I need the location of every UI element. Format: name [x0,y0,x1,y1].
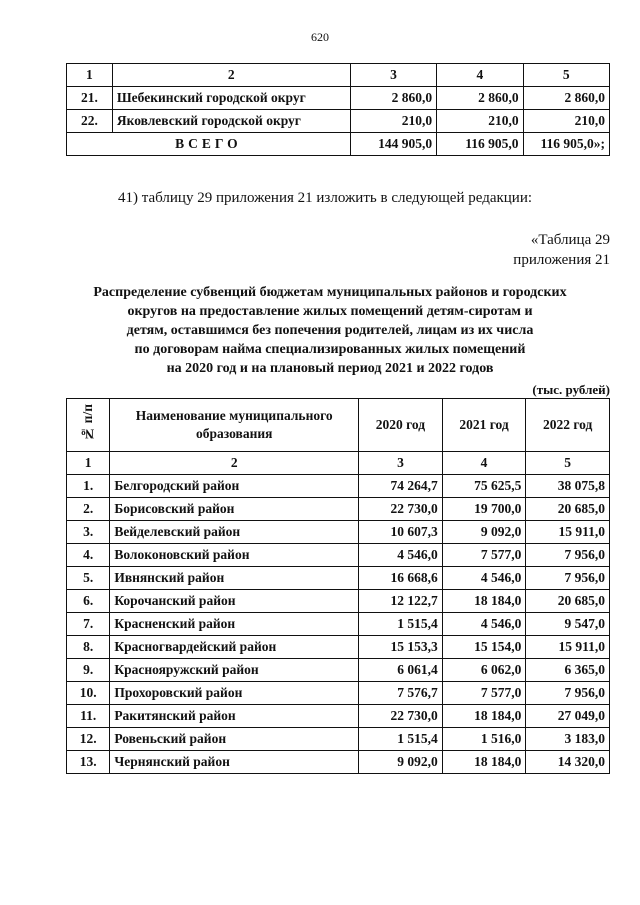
top-table-header [67,64,610,87]
row-number: 7. [67,613,110,636]
row-number: 22. [67,110,113,133]
row-value-2020: 22 730,0 [359,498,443,521]
row-number: 12. [67,728,110,751]
row-value-2021: 9 092,0 [442,521,526,544]
row-value-2020: 12 122,7 [359,590,443,613]
row-name: Яковлевский городской округ [112,110,350,133]
row-value-2022: 3 183,0 [526,728,610,751]
total-row [67,133,610,156]
top-table [66,63,610,156]
header-name-line-2: образования [196,426,273,441]
row-value-2021: 7 577,0 [442,544,526,567]
top-col-4: 4 [437,64,523,87]
main-table-body [67,475,610,774]
row-number: 10. [67,682,110,705]
row-name: Ровеньский район [110,728,359,751]
row-name: Борисовский район [110,498,359,521]
col-number-5: 5 [526,452,610,475]
table-row [67,87,610,110]
top-col-3: 3 [350,64,436,87]
row-value-2020: 2 860,0 [350,87,436,110]
table-caption [513,230,610,270]
col-number-2: 2 [110,452,359,475]
row-number: 8. [67,636,110,659]
title-line-1: Распределение субвенций бюджетам муниципальных районов и городских [93,285,567,300]
row-value-2021: 18 184,0 [442,590,526,613]
top-col-1: 1 [67,64,113,87]
row-number: 3. [67,521,110,544]
header-number [67,399,110,452]
row-value-2021: 75 625,5 [442,475,526,498]
table-row [67,475,610,498]
main-table [66,398,610,774]
table-row [67,521,610,544]
main-table-header [67,399,610,452]
header-name [110,399,359,452]
row-value-2021: 19 700,0 [442,498,526,521]
title-line-3: детям, оставшимся без попечения родителей, лицам из их числа [126,323,534,338]
header-number-text: № п/п [80,404,96,442]
header-2022: 2022 год [526,399,610,452]
table-row [67,636,610,659]
row-name: Волоконовский район [110,544,359,567]
table-row [67,590,610,613]
row-number: 13. [67,751,110,774]
row-value-2021: 7 577,0 [442,682,526,705]
row-value-2021: 18 184,0 [442,705,526,728]
title-line-2: округов на предоставление жилых помещений детям-сиротам и [127,304,533,319]
row-value-2021: 1 516,0 [442,728,526,751]
row-value-2020: 7 576,7 [359,682,443,705]
table-title [60,283,600,378]
row-name: Чернянский район [110,751,359,774]
row-value-2022: 15 911,0 [526,521,610,544]
table-row [67,613,610,636]
row-value-2020: 210,0 [350,110,436,133]
page-number: 620 [311,30,329,44]
row-value-2022: 6 365,0 [526,659,610,682]
row-value-2020: 9 092,0 [359,751,443,774]
row-name: Вейделевский район [110,521,359,544]
header-2021: 2021 год [442,399,526,452]
row-value-2022: 7 956,0 [526,544,610,567]
row-number: 9. [67,659,110,682]
row-value-2020: 6 061,4 [359,659,443,682]
row-value-2022: 20 685,0 [526,590,610,613]
col-number-3: 3 [359,452,443,475]
title-line-4: по договорам найма специализированных жилых помещений [134,342,526,357]
row-number: 11. [67,705,110,728]
row-number: 5. [67,567,110,590]
row-name: Ракитянский район [110,705,359,728]
row-value-2020: 1 515,4 [359,728,443,751]
row-name: Прохоровский район [110,682,359,705]
row-value-2021: 6 062,0 [442,659,526,682]
row-value-2022: 15 911,0 [526,636,610,659]
table-row [67,567,610,590]
units-label: (тыс. рублей) [532,382,610,397]
table-row [67,682,610,705]
row-value-2022: 2 860,0 [523,87,609,110]
total-value-2022: 116 905,0»; [523,133,609,156]
row-value-2020: 22 730,0 [359,705,443,728]
row-value-2020: 16 668,6 [359,567,443,590]
row-value-2022: 9 547,0 [526,613,610,636]
row-name: Белгородский район [110,475,359,498]
col-number-4: 4 [442,452,526,475]
table-row [67,498,610,521]
row-number: 1. [67,475,110,498]
row-value-2021: 18 184,0 [442,751,526,774]
row-value-2020: 74 264,7 [359,475,443,498]
col-number-1: 1 [67,452,110,475]
title-line-5: на 2020 год и на плановый период 2021 и 2022 годов [166,361,494,376]
table-row [67,110,610,133]
row-value-2021: 2 860,0 [437,87,523,110]
row-value-2021: 210,0 [437,110,523,133]
row-name: Красногвардейский район [110,636,359,659]
caption-line-1: «Таблица 29 [530,232,610,248]
row-value-2022: 14 320,0 [526,751,610,774]
total-value-2020: 144 905,0 [350,133,436,156]
table-row [67,705,610,728]
row-name: Красненский район [110,613,359,636]
row-number: 4. [67,544,110,567]
top-col-5: 5 [523,64,609,87]
table-row [67,544,610,567]
row-value-2021: 15 154,0 [442,636,526,659]
row-value-2020: 4 546,0 [359,544,443,567]
row-name: Корочанский район [110,590,359,613]
header-name-line-1: Наименование муниципального [135,408,333,423]
row-value-2022: 210,0 [523,110,609,133]
table-row [67,728,610,751]
row-value-2022: 7 956,0 [526,682,610,705]
row-name: Ивнянский район [110,567,359,590]
instruction-text: 41) таблицу 29 приложения 21 изложить в следующей редакции: [118,190,533,206]
caption-line-2: приложения 21 [513,252,610,268]
row-number: 2. [67,498,110,521]
row-value-2021: 4 546,0 [442,567,526,590]
total-value-2021: 116 905,0 [437,133,523,156]
row-name: Шебекинский городской округ [112,87,350,110]
table-row [67,659,610,682]
column-numbers-row [67,452,610,475]
row-value-2020: 10 607,3 [359,521,443,544]
row-number: 6. [67,590,110,613]
row-value-2021: 4 546,0 [442,613,526,636]
row-value-2022: 38 075,8 [526,475,610,498]
row-value-2020: 1 515,4 [359,613,443,636]
row-value-2022: 27 049,0 [526,705,610,728]
row-number: 21. [67,87,113,110]
row-value-2022: 20 685,0 [526,498,610,521]
top-col-2: 2 [112,64,350,87]
total-label: ВСЕГО [67,133,351,156]
header-2020: 2020 год [359,399,443,452]
row-value-2022: 7 956,0 [526,567,610,590]
row-name: Краснояружский район [110,659,359,682]
table-row [67,751,610,774]
row-value-2020: 15 153,3 [359,636,443,659]
